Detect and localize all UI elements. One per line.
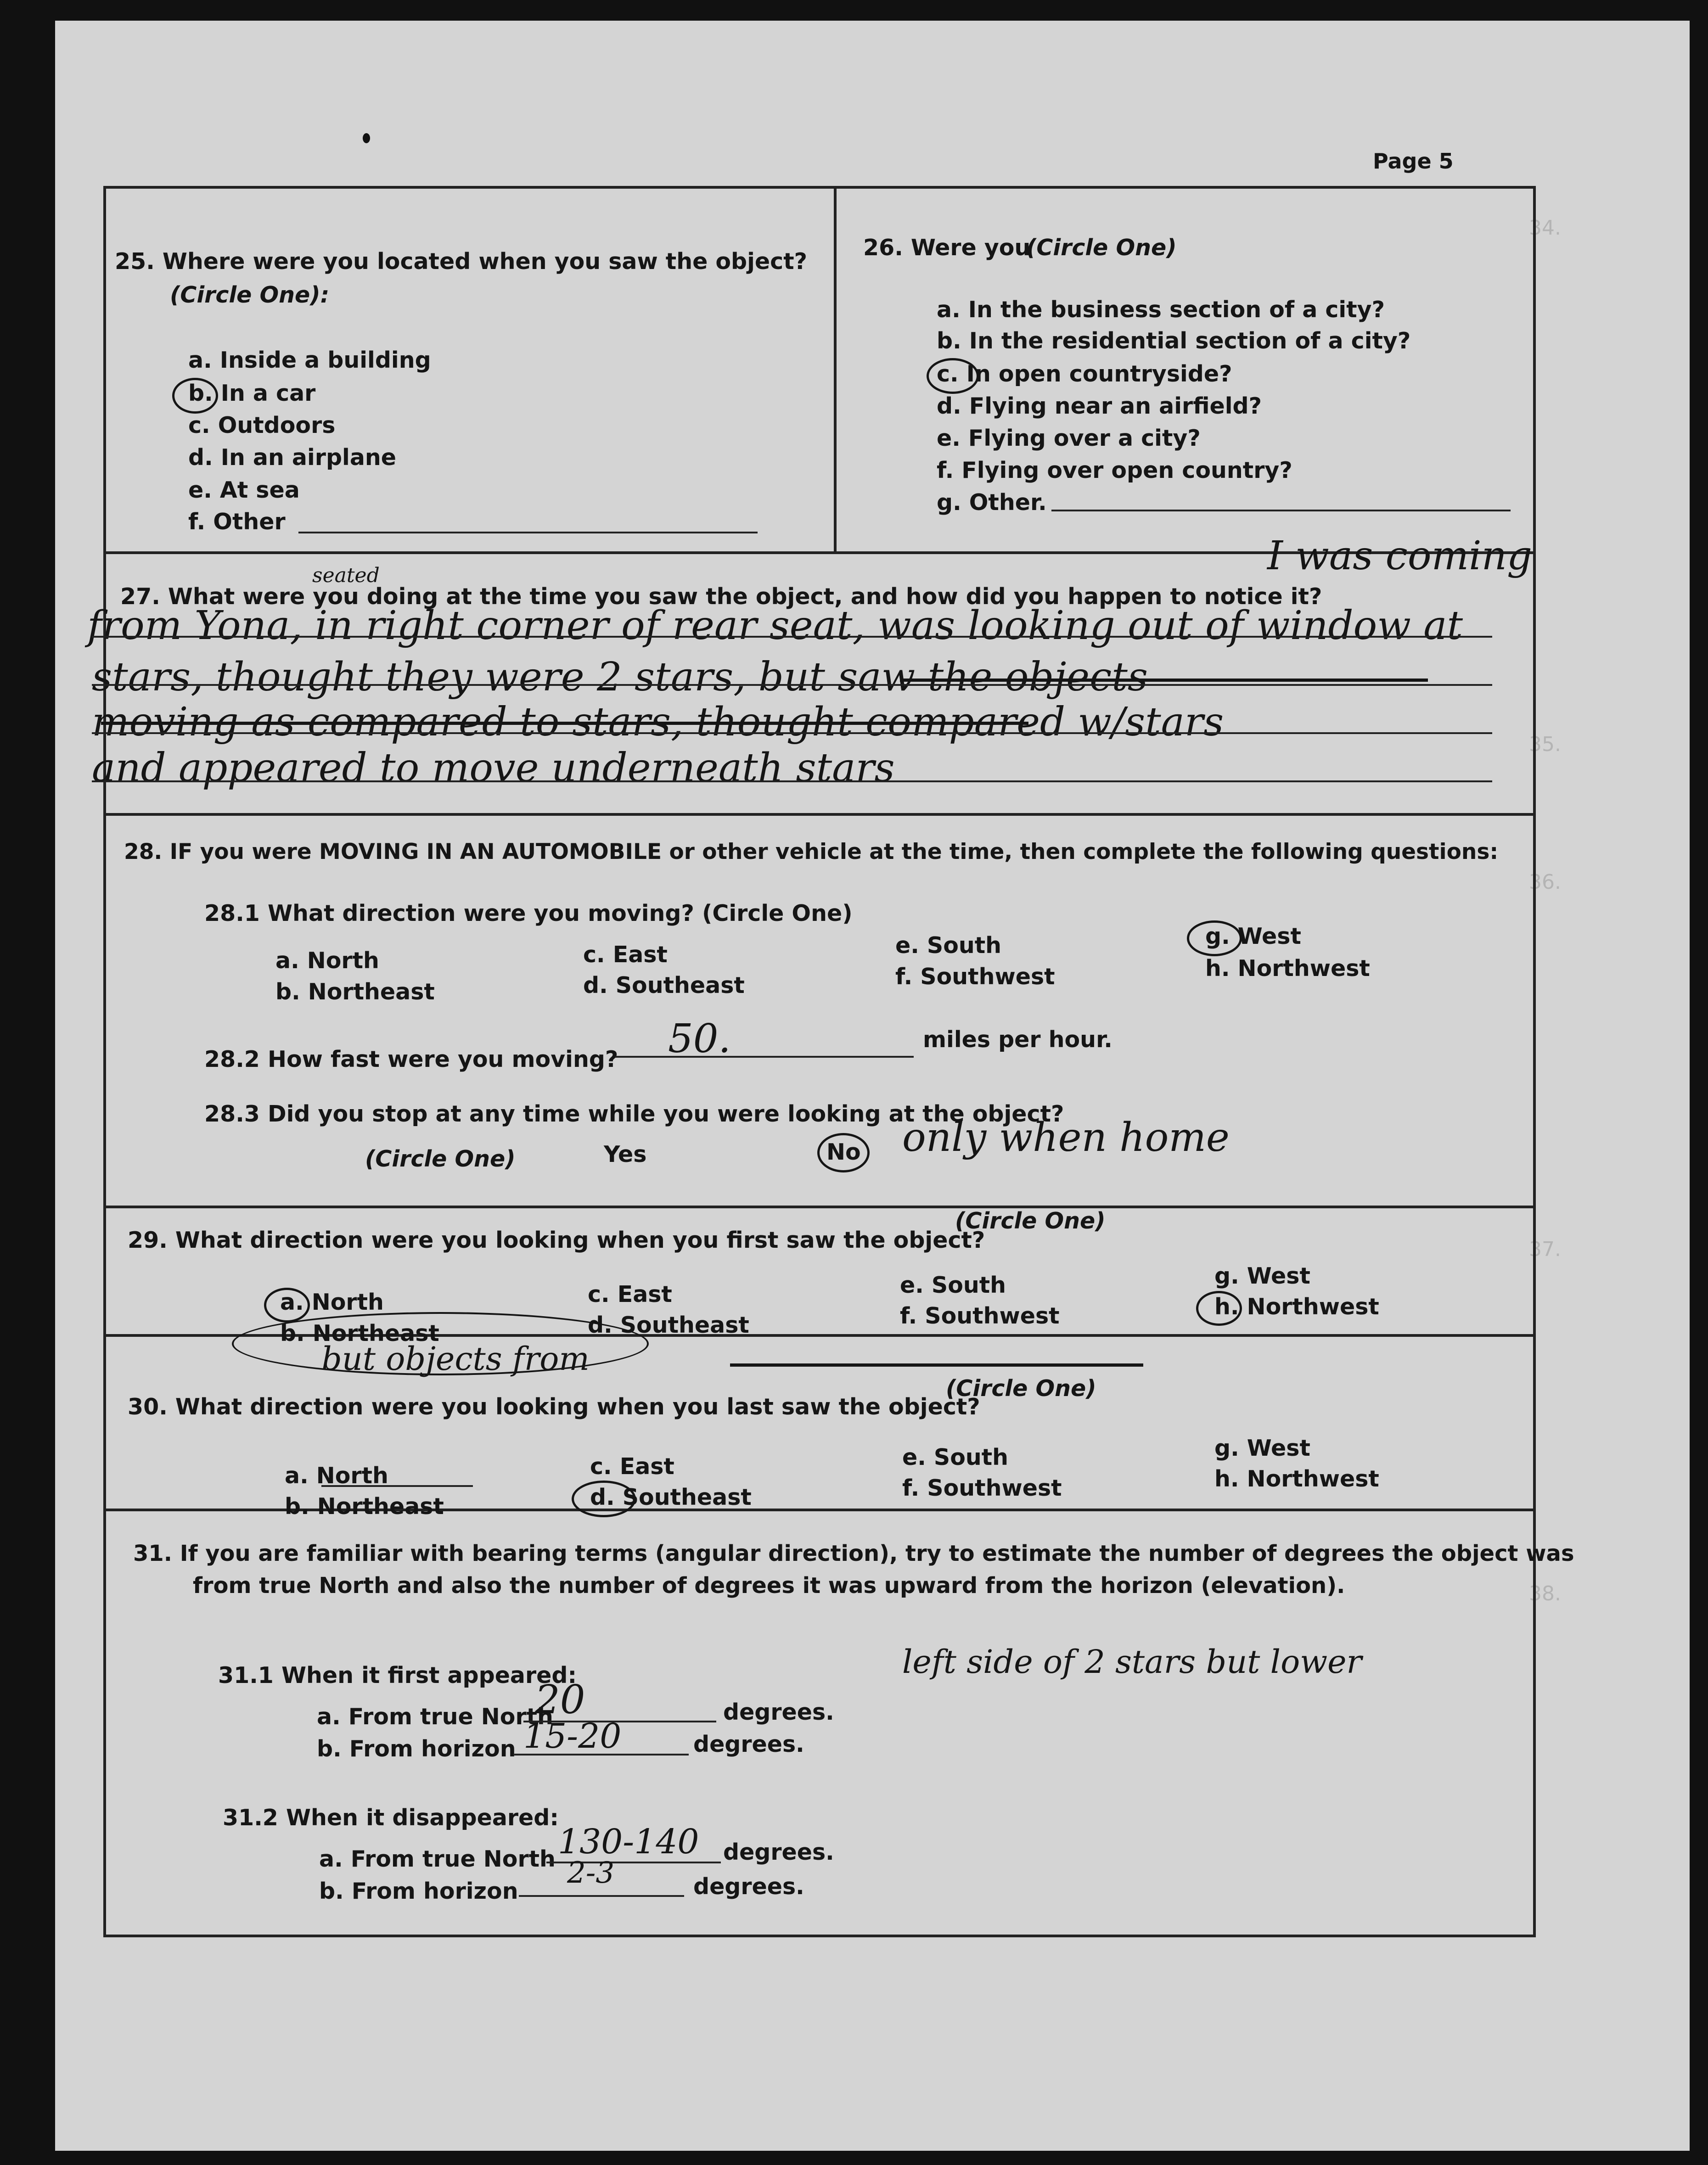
q28-1-option-h[interactable]: h. Northwest xyxy=(1205,955,1370,982)
q31-intro-line-1: 31. If you are familiar with bearing terms (angular direction), try to estimate the number of degrees the object was xyxy=(133,1541,1574,1566)
section-divider xyxy=(106,813,1533,816)
q26-option-a[interactable]: a. In the business section of a city? xyxy=(937,297,1385,323)
q29-note-underline xyxy=(730,1363,1143,1367)
q28-3-no[interactable]: No xyxy=(826,1139,861,1165)
q28-3-yes[interactable]: Yes xyxy=(604,1141,647,1167)
q31-1-horizon-value: 15-20 xyxy=(523,1716,622,1756)
q28-1-option-f[interactable]: f. Southwest xyxy=(895,964,1055,990)
q28-1-option-c[interactable]: c. East xyxy=(583,942,668,968)
q28-3-label: 28.3 Did you stop at any time while you were looking at the object? xyxy=(204,1101,1064,1127)
q28-1-label: 28.1 What direction were you moving? (Circle One) xyxy=(204,900,853,926)
q29-option-f[interactable]: f. Southwest xyxy=(900,1303,1060,1329)
q27-strikethrough xyxy=(101,722,1028,725)
q25-other-line xyxy=(298,532,758,533)
q27-insertion: seated xyxy=(312,564,380,587)
q28-1-option-a[interactable]: a. North xyxy=(275,948,379,974)
q27-answer-rule xyxy=(92,636,1492,638)
q28-2-label: 28.2 How fast were you moving? xyxy=(204,1046,618,1072)
q26-option-c[interactable]: c. In open countryside? xyxy=(937,361,1232,387)
q29-note: but objects from xyxy=(321,1340,590,1378)
q26-option-e[interactable]: e. Flying over a city? xyxy=(937,425,1201,451)
q26-question: 26. Were you xyxy=(863,235,1031,261)
q27-answer-line-4: moving as compared to stars, thought compared w/stars xyxy=(92,699,1224,745)
q29-option-a[interactable]: a. North xyxy=(280,1289,384,1315)
section-divider xyxy=(106,1206,1533,1208)
q28-1-option-b[interactable]: b. Northeast xyxy=(275,979,435,1005)
q31-intro-line-2: from true North and also the number of degrees it was upward from the horizon (elevation). xyxy=(193,1573,1345,1599)
q29-option-d[interactable]: d. Southeast xyxy=(588,1312,749,1338)
q25-option-a[interactable]: a. Inside a building xyxy=(188,347,431,373)
q25-option-f[interactable]: f. Other xyxy=(188,509,286,535)
q31-1-north-units: degrees. xyxy=(723,1699,834,1725)
q30-question: 30. What direction were you looking when you last saw the object? xyxy=(128,1394,980,1420)
q29-option-e[interactable]: e. South xyxy=(900,1272,1006,1298)
q27-answer-line-1: I was coming xyxy=(1267,533,1533,579)
q30-option-f[interactable]: f. Southwest xyxy=(902,1475,1062,1501)
q29-option-g[interactable]: g. West xyxy=(1214,1263,1310,1289)
q31-1-horizon-label: b. From horizon xyxy=(317,1736,516,1762)
q28-2-answer-line xyxy=(615,1056,914,1058)
q28-1-option-e[interactable]: e. South xyxy=(895,932,1002,959)
q26-instruction: (Circle One) xyxy=(1026,235,1177,261)
q31-1-north-value: 20 xyxy=(535,1677,585,1723)
q31-2-horizon-units: degrees. xyxy=(693,1873,804,1900)
q31-2-horizon-value: 2-3 xyxy=(567,1856,615,1890)
q29-option-c[interactable]: c. East xyxy=(588,1281,672,1307)
q31-2-north-label: a. From true North xyxy=(319,1846,556,1872)
q31-1-north-label: a. From true North xyxy=(317,1704,553,1730)
q27-answer-rule xyxy=(92,684,1492,686)
q30-option-d[interactable]: d. Southeast xyxy=(590,1484,752,1510)
q30-answer-circle xyxy=(572,1481,636,1517)
q31-2-label: 31.2 When it disappeared: xyxy=(223,1805,559,1831)
q28-2-answer: 50. xyxy=(668,1016,731,1062)
page-number: Page 5 xyxy=(1373,149,1454,174)
q25-option-b[interactable]: b. In a car xyxy=(188,380,316,406)
q30-option-c[interactable]: c. East xyxy=(590,1453,674,1480)
q25-question: 25. Where were you located when you saw the object? xyxy=(115,248,808,275)
q31-2-horizon-line xyxy=(519,1895,684,1897)
q31-1-horizon-line xyxy=(514,1754,689,1756)
q28-3-answer-circle xyxy=(817,1133,870,1172)
q29-question: 29. What direction were you looking when you first saw the object? xyxy=(128,1227,985,1253)
q25-instruction: (Circle One): xyxy=(170,282,330,308)
q28-1-option-g[interactable]: g. West xyxy=(1205,923,1301,949)
q26-option-f[interactable]: f. Flying over open country? xyxy=(937,457,1292,483)
bleed-through-text: 38. xyxy=(1529,1582,1561,1605)
q27-answer-rule xyxy=(92,780,1492,782)
q31-2-north-value: 130-140 xyxy=(558,1822,699,1862)
bleed-through-text: 35. xyxy=(1529,733,1561,756)
q28-question: 28. IF you were MOVING IN AN AUTOMOBILE or other vehicle at the time, then complete the following questions: xyxy=(124,839,1499,864)
q27-strikethrough xyxy=(900,679,1428,682)
q27-answer-line-2: from Yona, in right corner of rear seat, was looking out of window at xyxy=(87,603,1463,649)
bleed-through-text: 34. xyxy=(1529,216,1561,240)
q27-answer-line-3: stars, thought they were 2 stars, but saw the objects xyxy=(92,654,1148,700)
q28-1-option-d[interactable]: d. Southeast xyxy=(583,972,745,998)
q27-question: 27. What were you doing at the time you saw the object, and how did you happen to notice it? xyxy=(120,583,1322,610)
q30-option-e[interactable]: e. South xyxy=(902,1444,1009,1470)
q26-option-b[interactable]: b. In the residential section of a city? xyxy=(937,328,1411,354)
q30-option-a-underline xyxy=(321,1485,473,1487)
q31-1-horizon-units: degrees. xyxy=(693,1731,804,1757)
q25-answer-circle xyxy=(172,378,218,414)
q25-option-c[interactable]: c. Outdoors xyxy=(188,412,336,438)
q31-note: left side of 2 stars but lower xyxy=(902,1643,1362,1681)
q26-option-g[interactable]: g. Other. xyxy=(937,489,1047,516)
q28-1-answer-circle xyxy=(1187,920,1242,956)
q26-option-d[interactable]: d. Flying near an airfield? xyxy=(937,393,1262,419)
bleed-through-text: 37. xyxy=(1529,1238,1561,1261)
bleed-through-text: 36. xyxy=(1529,870,1561,894)
q28-3-instruction: (Circle One) xyxy=(365,1146,516,1172)
q30-option-g[interactable]: g. West xyxy=(1214,1435,1310,1461)
q31-1-label: 31.1 When it first appeared: xyxy=(218,1662,577,1688)
q29-instruction: (Circle One) xyxy=(955,1208,1106,1234)
q25-option-d[interactable]: d. In an airplane xyxy=(188,444,397,471)
q31-2-north-units: degrees. xyxy=(723,1839,834,1865)
q30-option-h[interactable]: h. Northwest xyxy=(1214,1466,1379,1492)
q30-option-b[interactable]: b. Northeast xyxy=(285,1493,444,1520)
q29-answer-circle xyxy=(264,1288,310,1323)
q28-3-note: only when home xyxy=(902,1115,1230,1161)
q29-option-b[interactable]: b. Northeast xyxy=(280,1320,439,1346)
q27-answer-line-5: and appeared to move underneath stars xyxy=(92,745,895,791)
q28-2-suffix: miles per hour. xyxy=(923,1026,1112,1053)
q27-answer-rule xyxy=(92,732,1492,734)
section-divider xyxy=(834,189,837,551)
stray-mark xyxy=(363,133,370,143)
q30-instruction: (Circle One) xyxy=(946,1375,1096,1402)
q29-option-h[interactable]: h. Northwest xyxy=(1214,1294,1379,1320)
q26-answer-circle xyxy=(927,358,979,394)
q25-option-e[interactable]: e. At sea xyxy=(188,477,300,503)
q29-answer-circle xyxy=(1196,1291,1242,1326)
q26-other-line xyxy=(1051,510,1511,511)
q31-2-horizon-label: b. From horizon xyxy=(319,1878,518,1904)
q30-option-a[interactable]: a. North xyxy=(285,1463,388,1489)
